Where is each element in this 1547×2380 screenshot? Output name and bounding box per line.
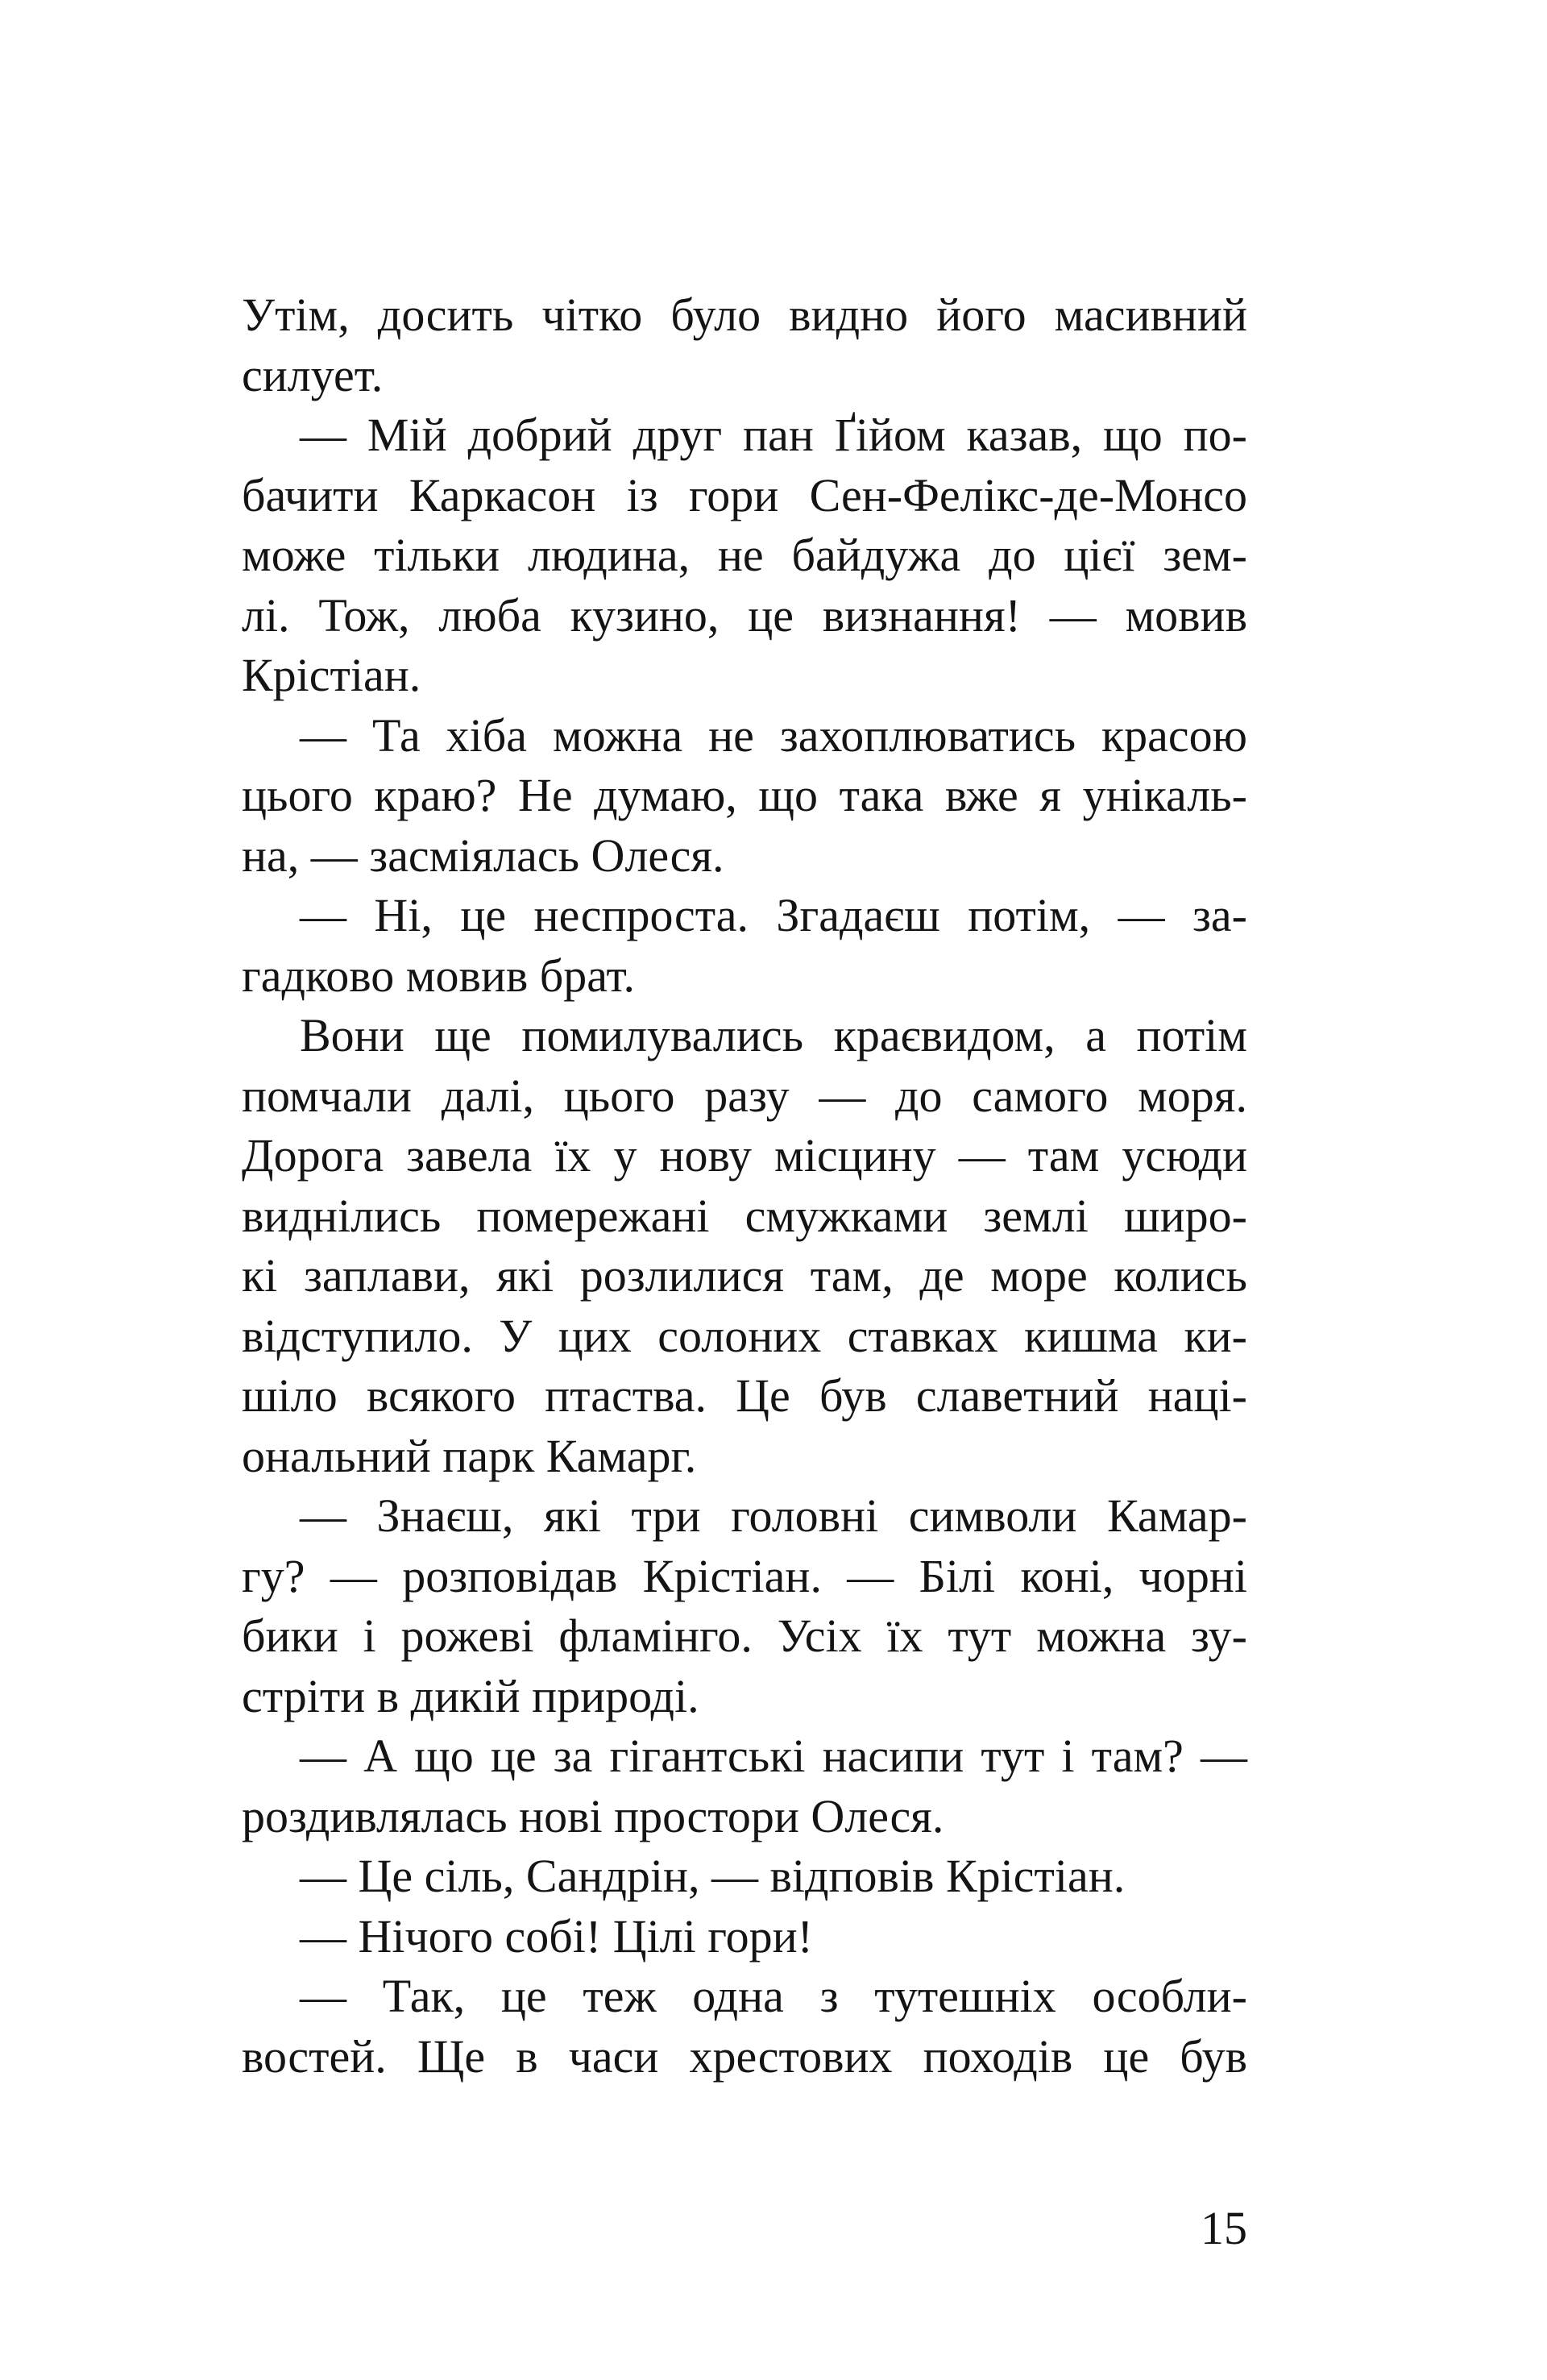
text-line: Крістіан. [242,649,421,701]
text-line: кі заплави, які розлилися там, де море колись [242,1249,1247,1302]
text-line: стріти в дикій природі. [242,1669,699,1722]
text-line: — Так, це теж одна з тутешніх особли- [300,1970,1247,2022]
text-line: бачити Каркасон із гори Сен-Фелікс-де-Монсо [242,468,1247,521]
body-text [242,285,1247,2087]
text-line: помчали далі, цього разу — до самого моря. [242,1069,1247,1122]
page-number: 15 [1201,2202,1247,2254]
text-line: може тільки людина, не байдужа до цієї зем- [242,529,1247,581]
text-line: лі. Тож, люба кузино, це визнання! — мовив [242,588,1247,642]
text-line: Утім, досить чітко було видно його масивний [242,289,1247,341]
text-line: на, — засміялась Олеся. [242,829,724,882]
text-line: — Знаєш, які три головні символи Камар- [300,1489,1247,1542]
text-line: силует. [242,348,384,401]
text-line: ональний парк Камарг. [242,1429,697,1482]
text-line: відступило. У цих солоних ставках кишма ки- [242,1309,1247,1362]
text-line: гу? — розповідав Крістіан. — Білі коні, чорні [242,1549,1247,1602]
text-line: востей. Ще в часи хрестових походів це був [242,2029,1247,2083]
text-line: Вони ще помилувались краєвидом, а потім [300,1009,1247,1061]
text-line: — Ні, це неспроста. Згадаєш потім, — за- [300,889,1247,941]
text-line: цього краю? Не думаю, що така вже я унікаль- [242,769,1247,821]
text-line: — Та хіба можна не захоплюватись красою [300,708,1247,762]
text-line: — Нічого собі! Цілі гори! [300,1909,813,1963]
text-line: гадково мовив брат. [242,949,636,1002]
text-line: шіло всякого птаства. Це був славетний наці- [242,1369,1247,1422]
text-line: — Мій добрий друг пан Ґійом казав, що по- [300,409,1247,461]
text-line: — А що це за гігантські насипи тут і там? — [300,1730,1247,1782]
text-line: виднілись помережані смужками землі широ- [242,1189,1247,1242]
text-line: Дорога завела їх у нову місцину — там усюди [242,1129,1247,1182]
text-line: бики і рожеві фламінго. Усіх їх тут можна зу- [242,1610,1247,1662]
text-line: роздивлялась нові простори Олеся. [242,1789,944,1842]
text-line: — Це сіль, Сандрін, — відповів Крістіан. [300,1850,1126,1902]
